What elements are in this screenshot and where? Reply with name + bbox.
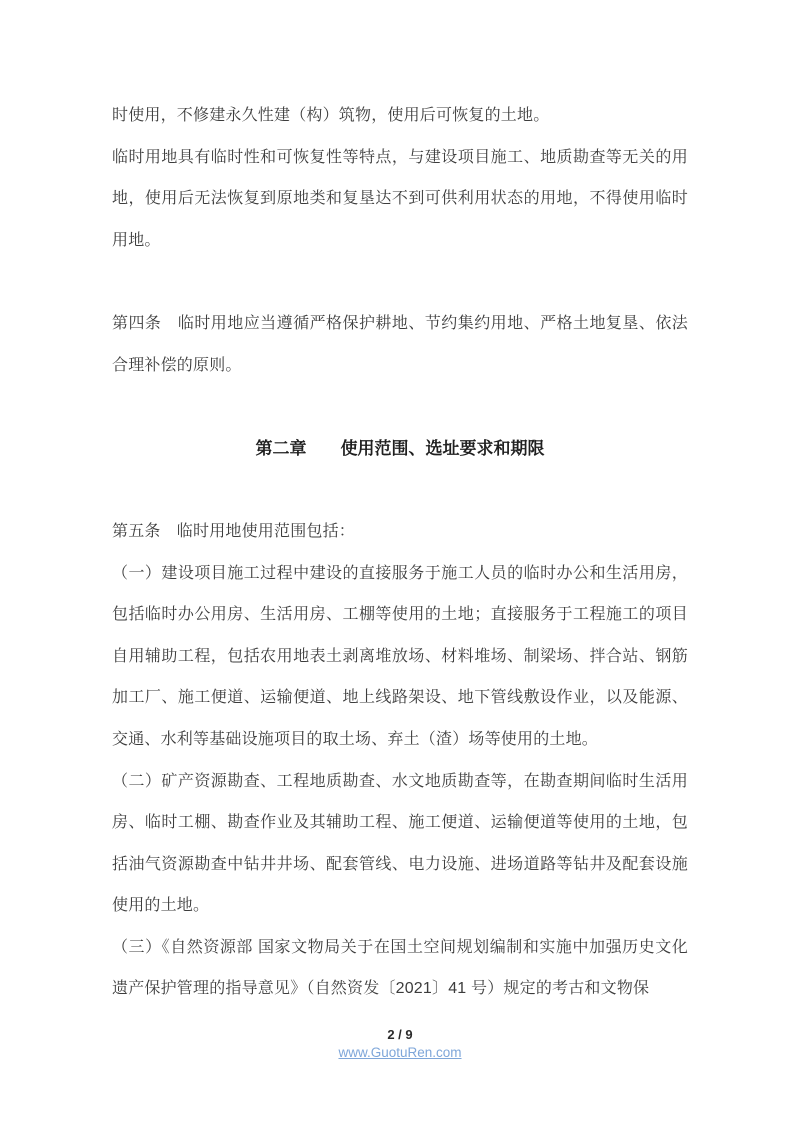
footer-website-link[interactable]: www.GuotuRen.com <box>338 1045 462 1060</box>
document-body <box>112 95 688 1010</box>
paragraph-article-4: 第四条 临时用地应当遵循严格保护耕地、节约集约用地、严格土地复垦、依法合理补偿的原则。 <box>112 314 688 374</box>
paragraph-continuation: 时使用，不修建永久性建（构）筑物，使用后可恢复的土地。 <box>112 107 550 124</box>
page-footer <box>0 1026 800 1062</box>
paragraph-article-5: 第五条 临时用地使用范围包括： <box>112 522 356 540</box>
paragraph-item-2: （二）矿产资源勘查、工程地质勘查、水文地质勘查等，在勘查期间临时生活用房、临时工棚、勘查作业及其辅助工程、施工便道、运输便道等使用的土地，包括油气资源勘查中钻井井场、配套管线、电力设施、进场道路等钻井及配套设施使用的土地。 <box>112 772 688 915</box>
paragraph-item-1: （一）建设项目施工过程中建设的直接服务于施工人员的临时办公和生活用房，包括临时办公用房、生活用房、工棚等使用的土地；直接服务于工程施工的项目自用辅助工程，包括农用地表土剥离堆放场、材料堆场、制梁场、拌合站、钢筋加工厂、施工便道、运输便道、地上线路架设、地下管线敷设作业，以及能源、交通、水利等基础设施项目的取土场、弃土（渣）场等使用的土地。 <box>112 564 688 748</box>
paragraph-temporary-land-features: 临时用地具有临时性和可恢复性等特点，与建设项目施工、地质勘查等无关的用地，使用后无法恢复到原地类和复垦达不到可供利用状态的用地，不得使用临时用地。 <box>112 148 688 249</box>
paragraph-item-3: （三）《自然资源部 国家文物局关于在国土空间规划编制和实施中加强历史文化遗产保护管理的指导意见》（自然资发〔2021〕41 号）规定的考古和文物保 <box>112 938 688 998</box>
chapter-heading: 第二章 使用范围、选址要求和期限 <box>255 438 545 458</box>
page-number: 2 / 9 <box>387 1027 413 1042</box>
